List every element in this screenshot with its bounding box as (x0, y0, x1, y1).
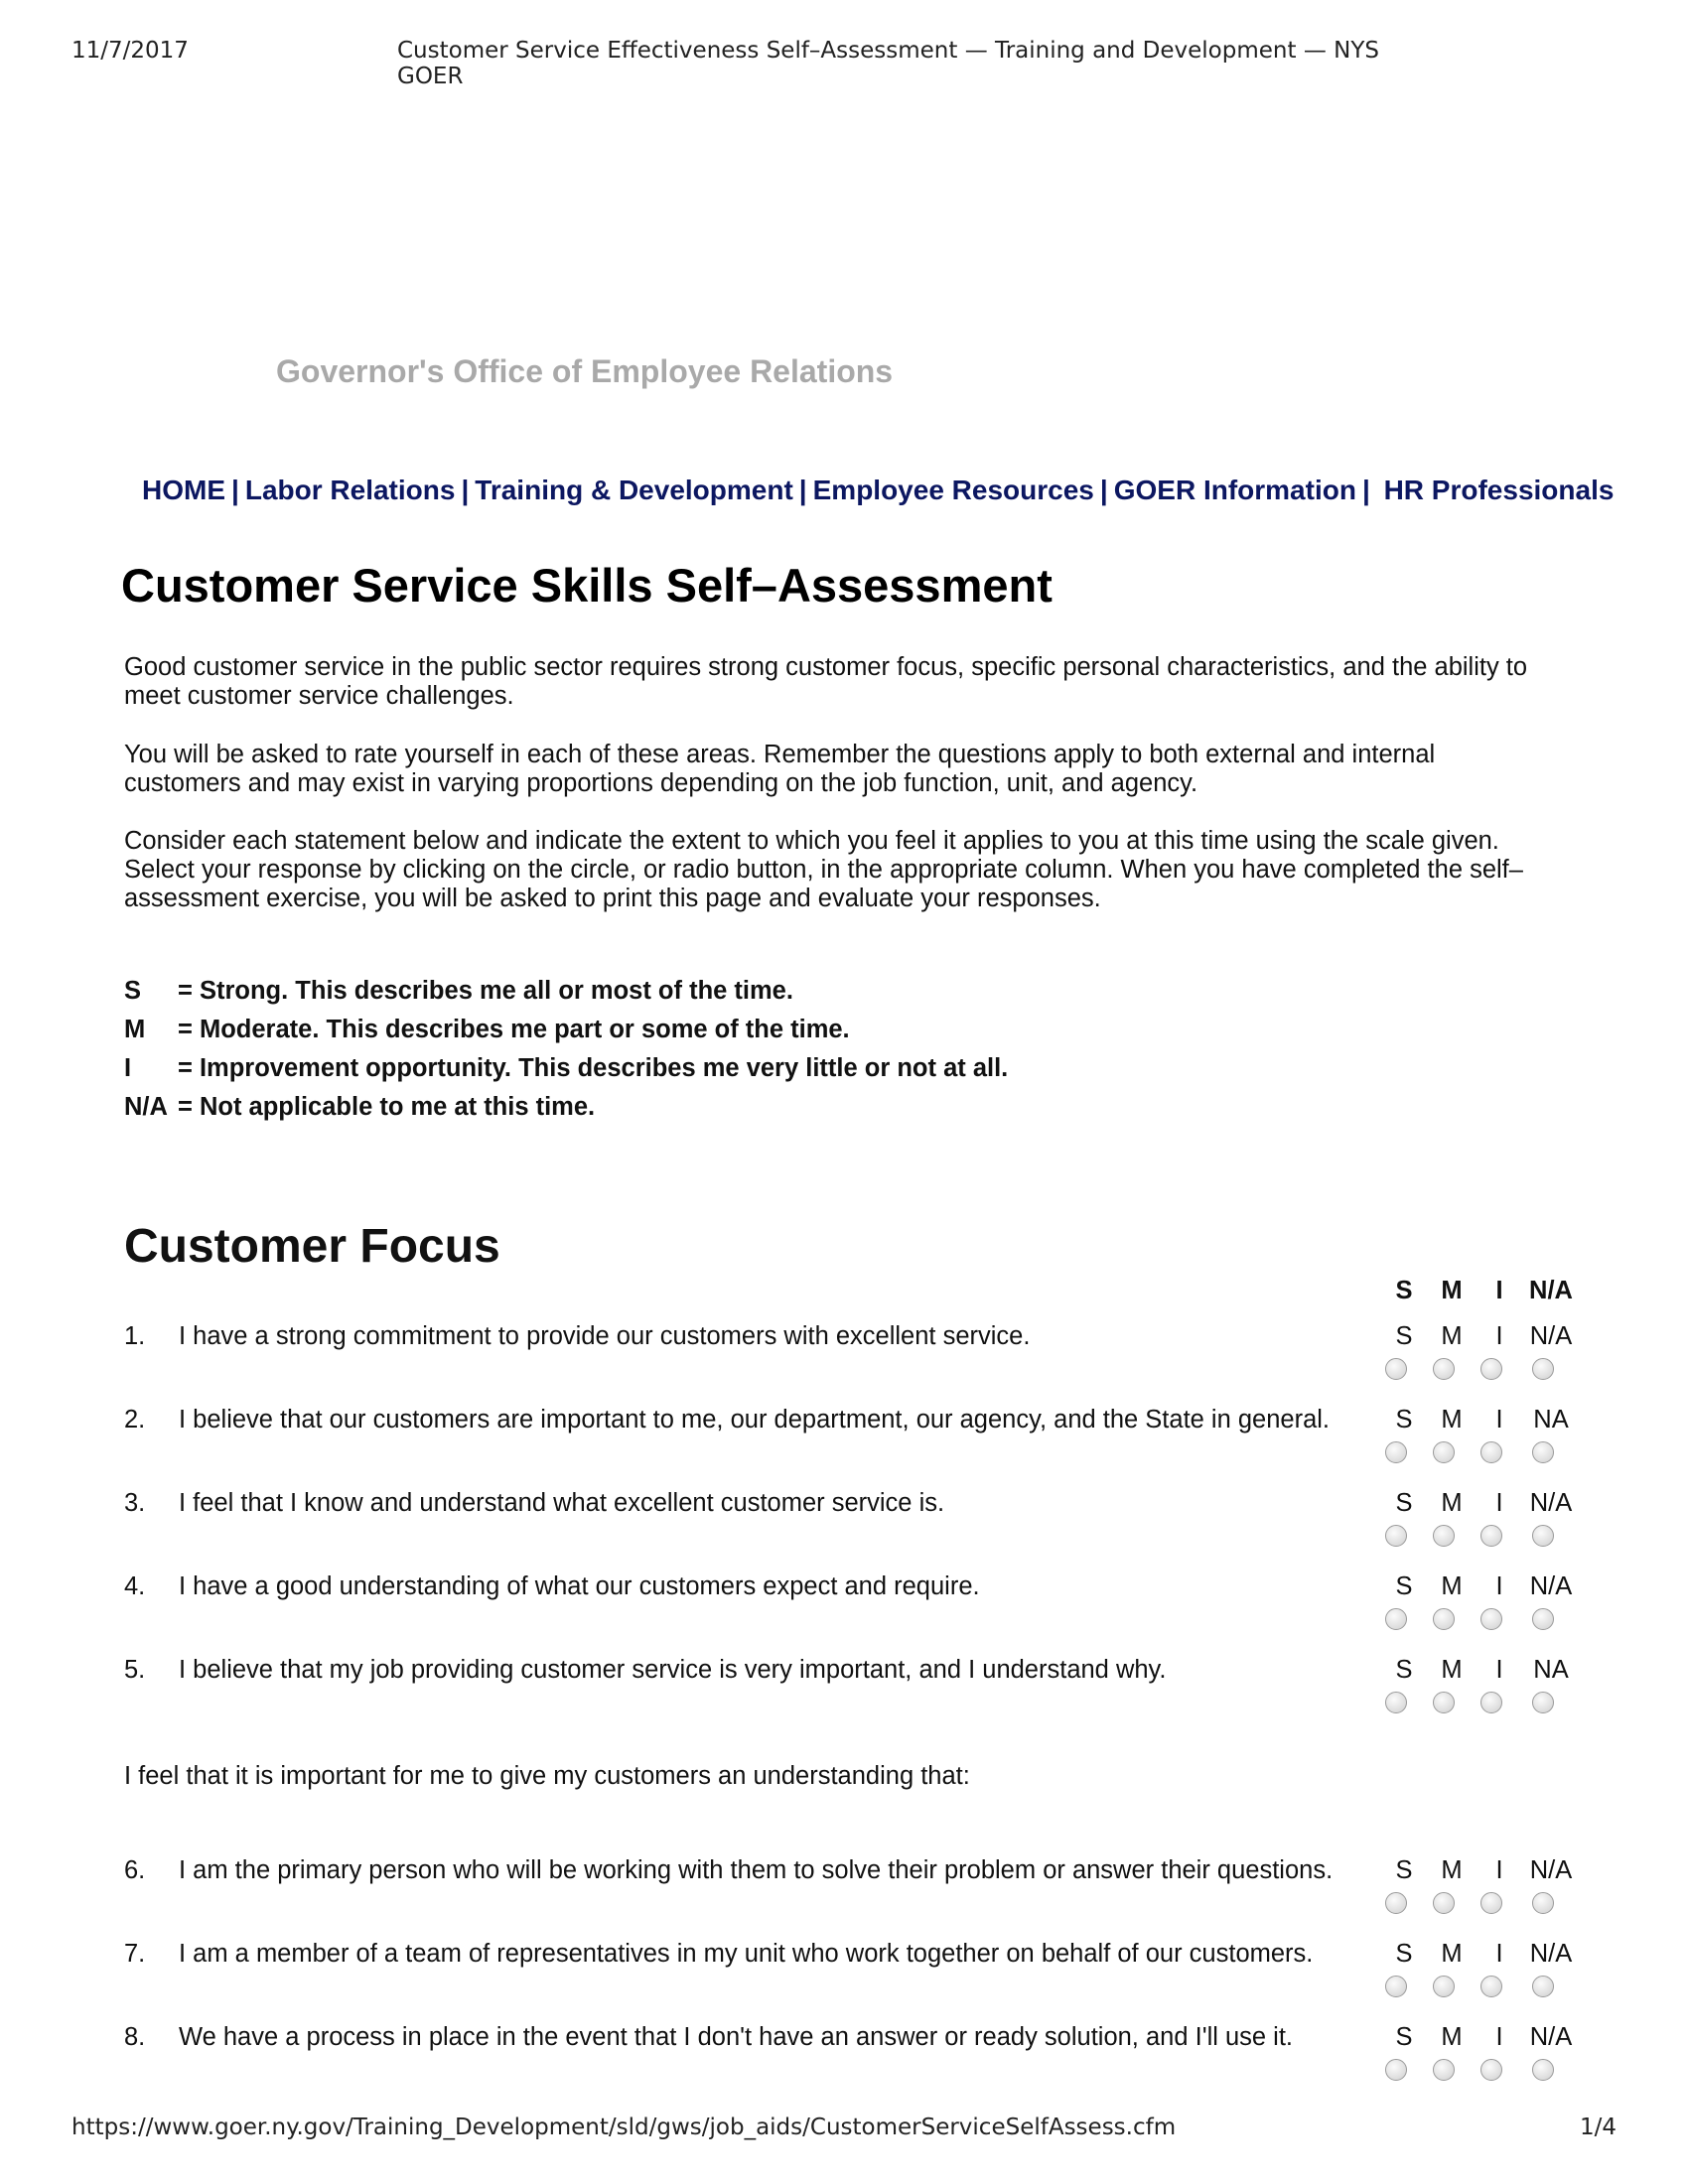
intro-paragraph: You will be asked to rate yourself in each of these areas. Remember the questions apply to both external and internal customers and may exist in varying proportions depending on the job function, unit, and agency. (124, 741, 1436, 797)
question-text: I feel that I know and understand what excellent customer service is. (179, 1489, 945, 1517)
question-text: I am a member of a team of representatives in my unit who work together on behalf of our customers. (179, 1940, 1314, 1968)
question-subintro: I feel that it is important for me to give my customers an understanding that: (124, 1762, 970, 1790)
nav-employee-resources[interactable]: Employee Resources (812, 475, 1094, 505)
radio-s[interactable] (1385, 1692, 1407, 1713)
question-text: I believe that my job providing customer service is very important, and I understand why. (179, 1656, 1167, 1684)
radio-i[interactable] (1480, 1358, 1502, 1380)
option-label-s: S (1395, 1572, 1413, 1600)
question-text: I am the primary person who will be working with them to solve their problem or answer their questions. (179, 1856, 1334, 1884)
radio-i[interactable] (1480, 1976, 1502, 1997)
radio-s[interactable] (1385, 2059, 1407, 2081)
option-label-i: I (1495, 1940, 1503, 1968)
option-label-na: NA (1533, 1656, 1569, 1684)
question-text: I have a good understanding of what our customers expect and require. (179, 1572, 980, 1600)
column-header-s: S (1395, 1277, 1413, 1304)
column-header-na: N/A (1529, 1277, 1573, 1304)
option-label-na: N/A (1529, 1489, 1573, 1517)
option-label-m: M (1441, 1940, 1463, 1968)
option-label-i: I (1495, 2023, 1503, 2051)
column-header-i: I (1495, 1277, 1503, 1304)
radio-s[interactable] (1385, 1608, 1407, 1630)
option-label-i: I (1495, 1856, 1503, 1884)
option-label-na: N/A (1529, 1572, 1573, 1600)
nav-labor-relations[interactable]: Labor Relations (244, 475, 456, 505)
radio-i[interactable] (1480, 1525, 1502, 1547)
nav-separator: | (461, 475, 470, 505)
nav-separator: | (798, 475, 807, 505)
radio-i[interactable] (1480, 1441, 1502, 1463)
option-label-m: M (1441, 1856, 1463, 1884)
radio-m[interactable] (1433, 1892, 1455, 1914)
print-date: 11/7/2017 (71, 38, 189, 64)
radio-na[interactable] (1532, 2059, 1554, 2081)
radio-na[interactable] (1532, 1892, 1554, 1914)
nav-home[interactable]: HOME (142, 475, 225, 505)
radio-i[interactable] (1480, 1608, 1502, 1630)
section-title: Customer Focus (124, 1220, 500, 1273)
question-text: We have a process in place in the event that I don't have an answer or ready solution, and I'll use it. (179, 2023, 1294, 2051)
legend-definition: = Improvement opportunity. This describes me very little or not at all. (178, 1054, 1009, 1082)
question-number: 6. (124, 1856, 146, 1884)
nav-separator: | (1361, 475, 1370, 505)
legend-definition: = Not applicable to me at this time. (178, 1093, 596, 1121)
option-label-s: S (1395, 1406, 1413, 1433)
radio-na[interactable] (1532, 1441, 1554, 1463)
question-number: 3. (124, 1489, 146, 1517)
legend-row (124, 977, 1008, 1016)
radio-na[interactable] (1532, 1692, 1554, 1713)
option-label-i: I (1495, 1572, 1503, 1600)
radio-i[interactable] (1480, 2059, 1502, 2081)
org-name: Governor's Office of Employee Relations (276, 353, 894, 389)
option-label-s: S (1395, 1656, 1413, 1684)
option-label-m: M (1441, 1489, 1463, 1517)
question-text: I believe that our customers are important to me, our department, our agency, and the State in general. (179, 1406, 1331, 1433)
radio-m[interactable] (1433, 1525, 1455, 1547)
nav-separator: | (1099, 475, 1108, 505)
question-number: 4. (124, 1572, 146, 1600)
legend-key: N/A (124, 1093, 168, 1121)
nav-hr-professionals[interactable]: HR Professionals (1383, 475, 1615, 505)
radio-na[interactable] (1532, 1358, 1554, 1380)
radio-m[interactable] (1433, 1441, 1455, 1463)
radio-m[interactable] (1433, 1608, 1455, 1630)
radio-s[interactable] (1385, 1892, 1407, 1914)
radio-na[interactable] (1532, 1525, 1554, 1547)
radio-m[interactable] (1433, 1358, 1455, 1380)
option-label-na: N/A (1529, 1940, 1573, 1968)
intro-paragraph: Consider each statement below and indicate the extent to which you feel it applies to you at this time using the scale given. Select your response by clicking on the circle, or radio button, in the appropriate column. When you have completed the self–assessment exercise, you will be asked to print this page and evaluate your responses. (124, 827, 1523, 912)
print-page-number: 1/4 (1579, 2115, 1617, 2140)
option-label-na: N/A (1529, 2023, 1573, 2051)
radio-i[interactable] (1480, 1892, 1502, 1914)
option-label-m: M (1441, 2023, 1463, 2051)
option-label-m: M (1441, 1572, 1463, 1600)
radio-m[interactable] (1433, 2059, 1455, 2081)
question-number: 5. (124, 1656, 146, 1684)
radio-na[interactable] (1532, 1608, 1554, 1630)
page-title: Customer Service Skills Self–Assessment (121, 559, 1053, 612)
legend-key: I (124, 1054, 132, 1082)
legend-row (124, 1016, 1008, 1054)
legend-definition: = Strong. This describes me all or most of the time. (178, 977, 793, 1005)
legend-key: S (124, 977, 142, 1005)
legend-row (124, 1093, 1008, 1132)
option-label-i: I (1495, 1489, 1503, 1517)
option-label-s: S (1395, 1940, 1413, 1968)
nav-training-development[interactable]: Training & Development (475, 475, 793, 505)
option-label-s: S (1395, 1856, 1413, 1884)
radio-i[interactable] (1480, 1692, 1502, 1713)
option-label-m: M (1441, 1322, 1463, 1350)
option-label-i: I (1495, 1406, 1503, 1433)
radio-s[interactable] (1385, 1358, 1407, 1380)
option-label-i: I (1495, 1322, 1503, 1350)
option-label-na: N/A (1529, 1322, 1573, 1350)
print-page-title: Customer Service Effectiveness Self–Assessment — Training and Development — NYS GOER (397, 38, 1379, 89)
question-number: 7. (124, 1940, 146, 1968)
nav-goer-information[interactable]: GOER Information (1113, 475, 1356, 505)
option-label-m: M (1441, 1656, 1463, 1684)
option-label-s: S (1395, 1322, 1413, 1350)
radio-s[interactable] (1385, 1976, 1407, 1997)
radio-s[interactable] (1385, 1525, 1407, 1547)
option-label-s: S (1395, 2023, 1413, 2051)
print-url: https://www.goer.ny.gov/Training_Development/sld/gws/job_aids/CustomerServiceSelfAssess.cfm (71, 2115, 1177, 2140)
option-label-i: I (1495, 1656, 1503, 1684)
intro-paragraph: Good customer service in the public sector requires strong customer focus, specific personal characteristics, and the ability to meet customer service challenges. (124, 653, 1528, 710)
question-number: 8. (124, 2023, 146, 2051)
option-label-na: N/A (1529, 1856, 1573, 1884)
option-label-na: NA (1533, 1406, 1569, 1433)
option-label-s: S (1395, 1489, 1413, 1517)
nav-separator: | (231, 475, 239, 505)
top-nav (142, 475, 1614, 506)
question-number: 1. (124, 1322, 146, 1350)
radio-m[interactable] (1433, 1976, 1455, 1997)
option-label-m: M (1441, 1406, 1463, 1433)
rating-legend (124, 977, 1008, 1132)
radio-na[interactable] (1532, 1976, 1554, 1997)
question-text: I have a strong commitment to provide our customers with excellent service. (179, 1322, 1031, 1350)
legend-definition: = Moderate. This describes me part or some of the time. (178, 1016, 850, 1043)
column-header-m: M (1441, 1277, 1463, 1304)
legend-key: M (124, 1016, 146, 1043)
question-number: 2. (124, 1406, 146, 1433)
radio-s[interactable] (1385, 1441, 1407, 1463)
radio-m[interactable] (1433, 1692, 1455, 1713)
legend-row (124, 1054, 1008, 1093)
